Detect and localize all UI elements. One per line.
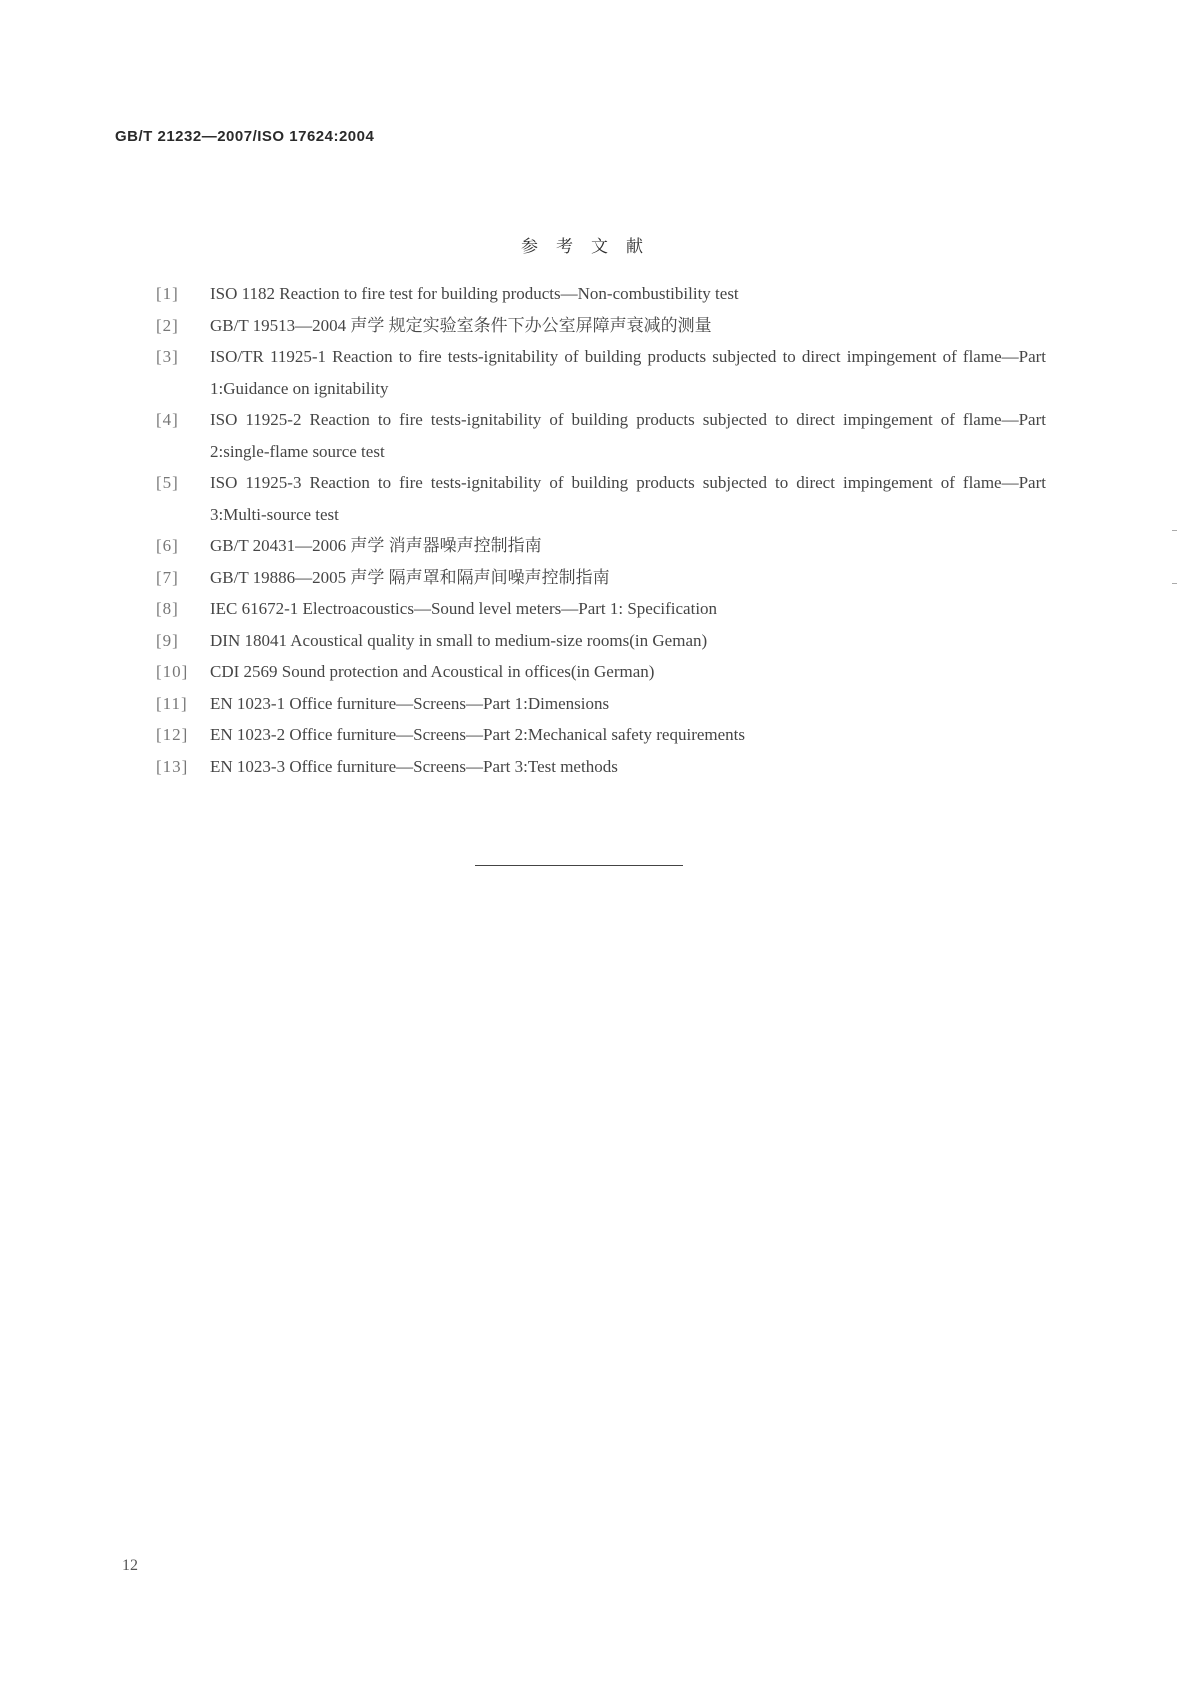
reference-text: IEC 61672-1 Electroacoustics—Sound level meters—Part 1: Specification — [210, 599, 718, 618]
reference-item — [156, 530, 1046, 562]
reference-number: [7] — [156, 567, 179, 587]
reference-item — [156, 341, 1046, 404]
reference-item — [156, 656, 1046, 688]
scan-edge-mark — [1172, 583, 1177, 584]
reference-number: [2] — [156, 315, 179, 335]
reference-number: [9] — [156, 630, 179, 650]
reference-item — [156, 688, 1046, 720]
reference-item — [156, 593, 1046, 625]
reference-text: GB/T 19886—2005 声学 隔声罩和隔声间噪声控制指南 — [210, 567, 610, 587]
reference-number: [3] — [156, 347, 179, 366]
reference-item — [156, 751, 1046, 783]
reference-number: [10] — [156, 662, 189, 681]
page-number: 12 — [122, 1557, 138, 1574]
standard-code-header: GB/T 21232—2007/ISO 17624:2004 — [115, 128, 375, 145]
reference-number: [13] — [156, 756, 189, 776]
reference-text: GB/T 20431—2006 声学 消声器噪声控制指南 — [210, 536, 542, 555]
reference-item — [156, 404, 1046, 467]
reference-text: GB/T 19513—2004 声学 规定实验室条件下办公室屏障声衰减的测量 — [210, 315, 712, 335]
reference-item — [156, 278, 1046, 310]
reference-text: ISO/TR 11925-1 Reaction to fire tests-ignitability of building products subjected to direct impingement of flame—Part 1:Guidance on ignitability — [210, 347, 1046, 398]
reference-list — [156, 278, 1046, 782]
reference-number: [8] — [156, 599, 179, 618]
reference-item — [156, 562, 1046, 594]
reference-text: ISO 11925-2 Reaction to fire tests-ignitability of building products subjected to direct impingement of flame—Part 2:single-flame source test — [210, 410, 1046, 461]
reference-item — [156, 719, 1046, 751]
reference-item — [156, 310, 1046, 342]
reference-number: [12] — [156, 725, 189, 744]
reference-number: [5] — [156, 473, 179, 492]
reference-text: ISO 11925-3 Reaction to fire tests-ignitability of building products subjected to direct impingement of flame—Part 3:Multi-source test — [210, 473, 1046, 524]
reference-number: [6] — [156, 536, 179, 555]
reference-text: EN 1023-1 Office furniture—Screens—Part 1:Dimensions — [210, 693, 610, 713]
reference-number: [1] — [156, 284, 179, 303]
reference-number: [4] — [156, 410, 179, 429]
reference-text: EN 1023-3 Office furniture—Screens—Part 3:Test methods — [210, 756, 618, 776]
reference-text: ISO 1182 Reaction to fire test for building products—Non-combustibility test — [210, 284, 739, 303]
reference-number: [11] — [156, 693, 188, 713]
scan-edge-mark — [1172, 530, 1177, 531]
reference-item — [156, 467, 1046, 530]
reference-text: CDI 2569 Sound protection and Acoustical in offices(in German) — [210, 662, 655, 681]
reference-text: EN 1023-2 Office furniture—Screens—Part 2:Mechanical safety requirements — [210, 725, 746, 744]
section-title: 参考文献 — [521, 237, 661, 257]
end-of-document-rule — [475, 865, 683, 866]
reference-item — [156, 625, 1046, 657]
reference-text: DIN 18041 Acoustical quality in small to medium-size rooms(in Geman) — [210, 630, 708, 650]
